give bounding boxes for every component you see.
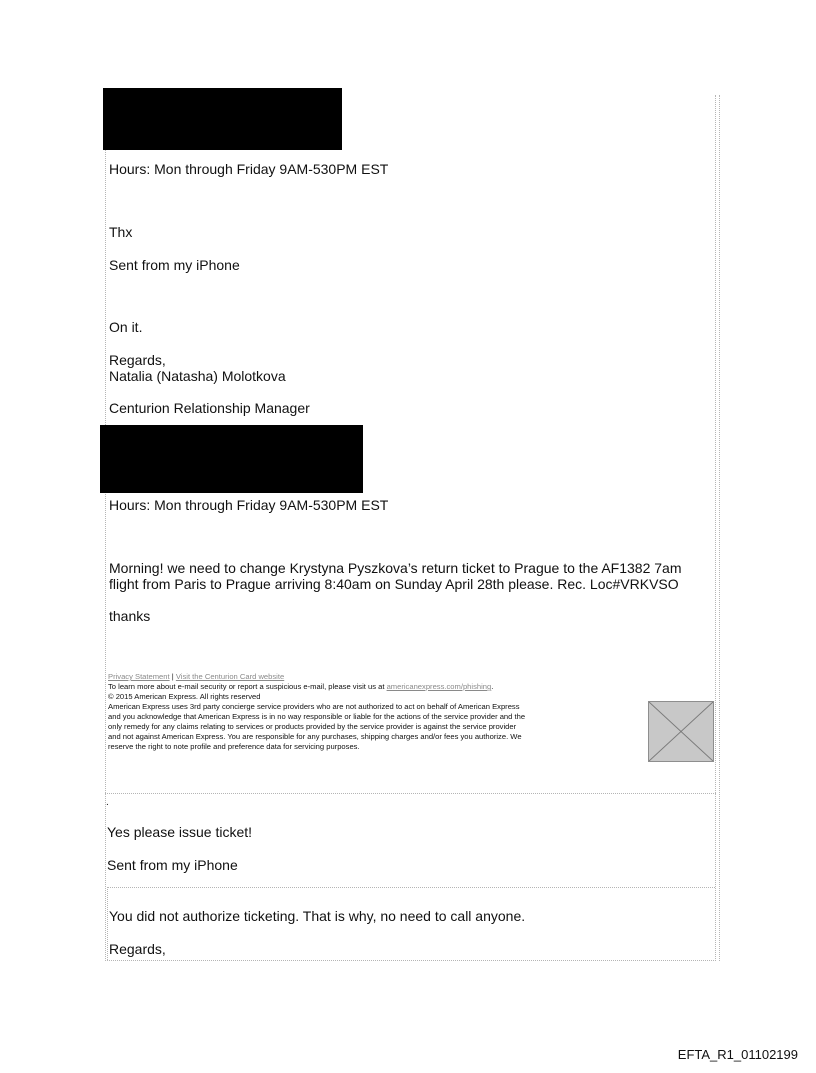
issue-ticket-text: Yes please issue ticket! (107, 824, 253, 840)
frame-bottom (105, 960, 716, 961)
thx-text: Thx (109, 224, 133, 240)
security-notice (108, 682, 493, 692)
message-line: flight from Paris to Prague arriving 8:40am on Sunday April 28th please. Rec. Loc#VRKVSO (109, 576, 679, 592)
link-separator: | (171, 672, 174, 681)
security-text: To learn more about e-mail security or report a suspicious e-mail, please visit us at (108, 682, 387, 691)
sent-from-text: Sent from my iPhone (109, 257, 240, 273)
disclaimer-line: and not against American Express. You are responsible for any purchases, shipping charges and/or fees you authorize. We (108, 732, 522, 741)
security-suffix: . (491, 682, 494, 691)
hours-text: Hours: Mon through Friday 9AM-530PM EST (109, 161, 389, 177)
message-line: Morning! we need to change Krystyna Pyszkova’s return ticket to Prague to the AF1382 7am (109, 560, 682, 576)
authorization-text: You did not authorize ticketing. That is why, no need to call anyone. (109, 908, 526, 924)
disclaimer-line: reserve the right to note profile and preference data for servicing purposes. (108, 742, 360, 751)
regards-text: Regards, (109, 352, 166, 368)
broken-image-icon (648, 701, 714, 762)
quote-box-left (107, 887, 108, 960)
centurion-website-link[interactable]: Visit the Centurion Card website (175, 672, 285, 681)
hours-text: Hours: Mon through Friday 9AM-530PM EST (109, 497, 389, 513)
sender-name: Natalia (Natasha) Molotkova (109, 368, 286, 384)
thanks-text: thanks (109, 608, 151, 624)
disclaimer-line: American Express uses 3rd party concierge service providers who are not authorized to act on behalf of American Express (108, 702, 520, 711)
sent-from-text: Sent from my iPhone (107, 857, 238, 873)
phishing-link[interactable]: americanexpress.com/phishing (386, 682, 492, 691)
disclaimer-line: and you acknowledge that American Express is in no way responsible or liable for the actions of the service provider and the (108, 712, 526, 721)
frame-right-border-outer (719, 95, 720, 961)
copyright-text: © 2015 American Express. All rights reserved (108, 692, 261, 701)
disclaimer-line: only remedy for any claims relating to services or products provided by the service provider is against the service provider (108, 722, 517, 731)
privacy-statement-link[interactable]: Privacy Statement (108, 672, 170, 681)
frame-divider (105, 793, 716, 794)
sender-title: Centurion Relationship Manager (109, 400, 310, 416)
document-id: EFTA_R1_01102199 (677, 1047, 798, 1062)
quote-box-top (107, 887, 715, 888)
dot-text: . (106, 797, 109, 808)
regards-text: Regards, (109, 941, 166, 957)
footer-links (108, 672, 284, 682)
redaction-box (100, 425, 363, 493)
frame-left-border (105, 95, 106, 961)
image-placeholder-icon (649, 702, 713, 761)
frame-right-border (715, 95, 716, 961)
redaction-box (103, 88, 342, 150)
on-it-text: On it. (109, 319, 143, 335)
